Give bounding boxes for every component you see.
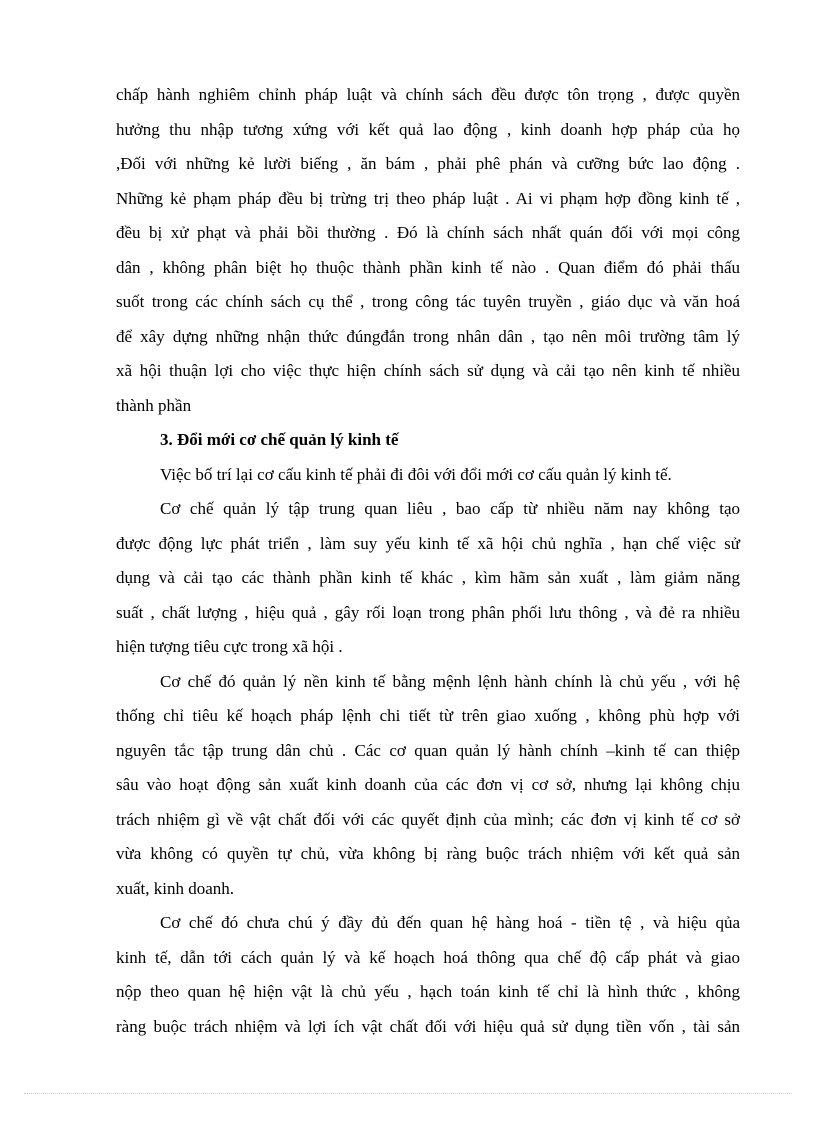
page-bottom-dotted-rule (24, 1093, 792, 1094)
paragraph-line: đều bị xử phạt và phải bồi thường . Đó là chính sách nhất quán đối với mọi công (116, 223, 740, 242)
paragraph-line: trách nhiệm gì về vật chất đối với các quyết định của mình; các đơn vị kinh tế cơ sở (116, 809, 740, 829)
paragraph-line: ,Đối với những kẻ lười biếng , ăn bám , phải phê phán và cưỡng bức lao động . (116, 154, 740, 173)
paragraph-line: để xây dựng những nhận thức đúngđắn trong nhân dân , tạo nên môi trường tâm lý (116, 326, 740, 346)
paragraph-line: Cơ chế quản lý tập trung quan liêu , bao cấp từ nhiều năm nay không tạo (160, 499, 740, 518)
paragraph-line: dụng và cải tạo các thành phần kinh tế khác , kìm hãm sản xuất , làm giảm năng (116, 568, 740, 587)
paragraph-line: xuất, kinh doanh. (116, 878, 235, 898)
paragraph-line: dân , không phân biệt họ thuộc thành phần kinh tế nào . Quan điểm đó phải thấu (116, 257, 740, 277)
paragraph-line: kinh tế, dẫn tới cách quản lý và kế hoạch hoá thông qua chế độ cấp phát và giao (116, 947, 740, 967)
paragraph-line: sâu vào hoạt động sản xuất kinh doanh của các đơn vị cơ sở, nhưng lại không chịu (116, 775, 740, 794)
paragraph-line: nguyên tắc tập trung dân chủ . Các cơ quan quản lý hành chính –kinh tế can thiệp (116, 740, 740, 760)
paragraph-line: Cơ chế đó quản lý nền kinh tế bằng mệnh lệnh hành chính là chủ yếu , với hệ (160, 671, 740, 691)
paragraph-line: được động lực phát triển , làm suy yếu kinh tế xã hội chủ nghĩa , hạn chế việc sử (116, 533, 740, 553)
paragraph-line: suốt trong các chính sách cụ thể , trong công tác tuyên truyền , giáo dục và văn hoá (116, 292, 740, 311)
paragraph-line: ràng buộc trách nhiệm và lợi ích vật chất đối với hiệu quả sử dụng tiền vốn , tài sản (116, 1016, 740, 1036)
paragraph-line: Cơ chế đó chưa chú ý đầy đủ đến quan hệ hàng hoá - tiền tệ , và hiệu qủa (160, 913, 740, 932)
paragraph-line: hiện tượng tiêu cực trong xã hội . (116, 637, 343, 656)
section-heading: 3. Đổi mới cơ chế quản lý kinh tế (160, 430, 399, 449)
paragraph-line: suất , chất lượng , hiệu quả , gây rối loạn trong phân phối lưu thông , và đẻ ra nhiều (116, 602, 740, 622)
paragraph-line: Việc bố trí lại cơ cấu kinh tế phải đi đôi với đổi mới cơ cấu quản lý kinh tế. (160, 464, 672, 484)
paragraph-line: thành phần (116, 395, 192, 415)
paragraph-line: chấp hành nghiêm chỉnh pháp luật và chính sách đều được tôn trọng , được quyền (116, 85, 740, 104)
paragraph-line: xã hội thuận lợi cho việc thực hiện chính sách sử dụng và cải tạo nên kinh tế nhiều (116, 361, 740, 380)
paragraph-line: hưởng thu nhập tương xứng với kết quả lao động , kinh doanh hợp pháp của họ (116, 119, 740, 139)
paragraph-line: vừa không có quyền tự chủ, vừa không bị ràng buộc trách nhiệm với kết quả sản (116, 844, 740, 863)
paragraph-line: nộp theo quan hệ hiện vật là chủ yếu , hạch toán kinh tế chỉ là hình thức , không (116, 982, 740, 1001)
paragraph-line: Những kẻ phạm pháp đều bị trừng trị theo pháp luật . Ai vi phạm hợp đồng kinh tế , (116, 188, 740, 208)
document-body (116, 78, 740, 1044)
paragraph-line: thống chỉ tiêu kế hoạch pháp lệnh chi tiết từ trên giao xuống , không phù hợp với (116, 706, 740, 725)
